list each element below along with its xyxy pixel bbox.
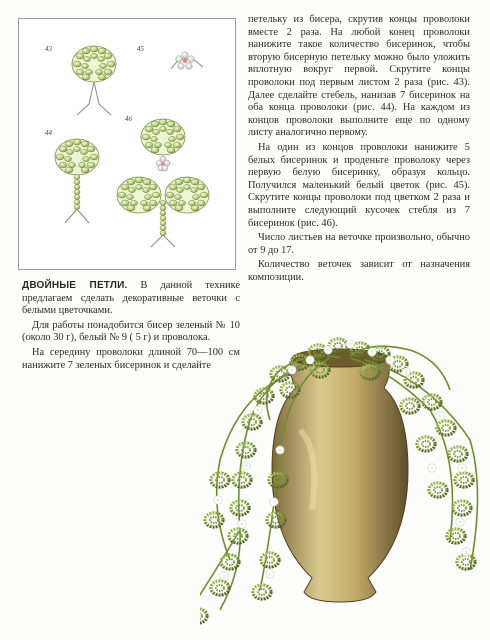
right-column-text [248, 14, 470, 286]
figure-label-44: 44 [45, 129, 52, 137]
figure-44 [55, 139, 99, 223]
paragraph: Количество веточек зависит от назначения композиции. [248, 259, 470, 283]
diagram-panel [18, 18, 236, 270]
vase [272, 358, 408, 602]
figure-46 [117, 119, 209, 247]
figure-label-46: 46 [125, 115, 132, 123]
paragraph: На один из концов проволоки нанижите 5 белых бисеринок и проденьте проволоку через первую белую бисеринку, образуя кольцо. Получился маленький белый цветок (рис. 45). Скрутите концы проволоки под цветком 2 раза и выполните следующий кусочек стебля из 7 бисеринок (рис. 46). [248, 141, 470, 229]
figure-45 [171, 52, 203, 69]
paragraph: Число листьев на веточке произвольно, обычно от 9 до 17. [248, 232, 470, 256]
paragraph: На середину проволоки длиной 70—100 см нанижите 7 зеленых бисеринок и сделайте [22, 346, 240, 371]
figure-label-45: 45 [137, 45, 144, 53]
vase-photo [200, 330, 490, 640]
section-heading: ДВОЙНЫЕ ПЕТЛИ. [22, 280, 128, 291]
figure-label-43: 43 [45, 45, 52, 53]
intro-text: В данной технике предлагаем сделать декоративные веточки с белыми цветочками. [22, 280, 240, 317]
paragraph: петельку из бисера, скрутив концы проволоки вместе 2 раза. На любой конец проволоки нанижите такое количество бисеринок, чтобы вторую бисерную петельку можно было уложить вплотную вокруг первой. Скрутите концы проволоки под первым листом 2 раза (рис. 43). Далее сделайте стебель, нанизав 7 бисеринок на оба конца проволоки (рис. 44). На каждом из концов проволоки выполните еще по одному листу аналогично первому. [248, 14, 470, 139]
beading-diagrams [19, 19, 235, 269]
figure-43 [72, 46, 116, 115]
intro-paragraph [22, 280, 240, 318]
paragraph: Для работы понадобится бисер зеленый № 10 (около 30 г), белый № 9 ( 5 г) и проволока. [22, 319, 240, 344]
